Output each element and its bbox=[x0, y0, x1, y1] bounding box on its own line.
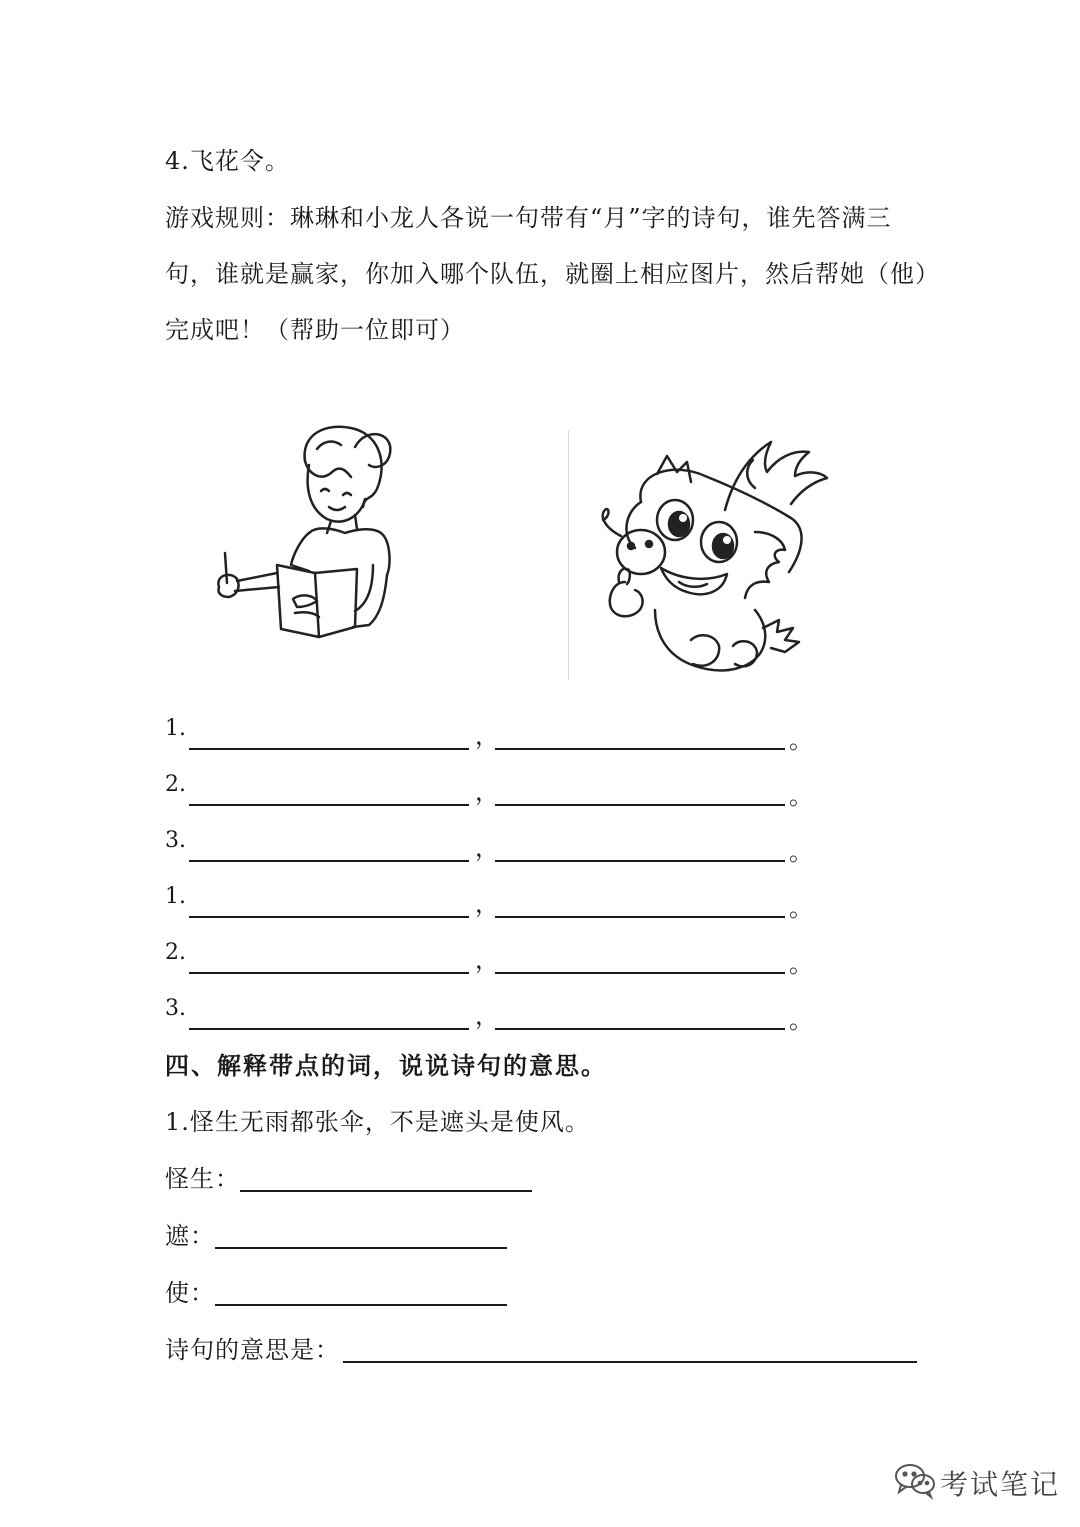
answer-blank-first[interactable] bbox=[189, 1028, 469, 1030]
answer-row bbox=[165, 938, 815, 978]
answer-blank-first[interactable] bbox=[189, 972, 469, 974]
zhe-answer-blank[interactable] bbox=[215, 1247, 507, 1249]
answer-row bbox=[165, 770, 815, 810]
period: 。 bbox=[789, 782, 813, 810]
meaning-answer-blank[interactable] bbox=[343, 1361, 917, 1363]
meaning-label: 诗句的意思是： bbox=[165, 1336, 340, 1364]
answer-row bbox=[165, 994, 815, 1034]
period: 。 bbox=[789, 726, 813, 754]
comma: ， bbox=[475, 890, 499, 918]
girl-reading-illustration[interactable] bbox=[205, 415, 395, 640]
comma: ， bbox=[475, 1002, 499, 1030]
row-number: 2. bbox=[165, 772, 186, 797]
shi-answer-blank[interactable] bbox=[215, 1304, 507, 1306]
word-label-guaisheng: 怪生： bbox=[165, 1165, 240, 1193]
answer-blank-second[interactable] bbox=[495, 804, 785, 806]
rules-line-1: 游戏规则：琳琳和小龙人各说一句带有“月”字的诗句，谁先答满三 bbox=[165, 204, 892, 232]
answer-blank-second[interactable] bbox=[495, 916, 785, 918]
answer-row bbox=[165, 826, 815, 866]
wechat-icon bbox=[893, 1462, 937, 1498]
answer-blank-first[interactable] bbox=[189, 916, 469, 918]
watermark-text: 考试笔记 bbox=[940, 1468, 1061, 1501]
rules-line-3: 完成吧！（帮助一位即可） bbox=[165, 316, 465, 344]
row-number: 1. bbox=[165, 716, 186, 741]
answer-blank-first[interactable] bbox=[189, 860, 469, 862]
row-number: 1. bbox=[165, 884, 186, 909]
row-number: 2. bbox=[165, 940, 186, 965]
period: 。 bbox=[789, 838, 813, 866]
answer-blank-second[interactable] bbox=[495, 972, 785, 974]
poem-line: 1.怪生无雨都张伞，不是遮头是使风。 bbox=[165, 1108, 590, 1136]
word-label-zhe: 遮： bbox=[165, 1222, 215, 1250]
comma: ， bbox=[475, 778, 499, 806]
answer-blank-first[interactable] bbox=[189, 748, 469, 750]
answer-row bbox=[165, 882, 815, 922]
period: 。 bbox=[789, 894, 813, 922]
answer-blank-second[interactable] bbox=[495, 1028, 785, 1030]
question-title: 4.飞花令。 bbox=[165, 147, 290, 175]
answer-blank-second[interactable] bbox=[495, 860, 785, 862]
word-label-shi: 使： bbox=[165, 1279, 215, 1307]
row-number: 3. bbox=[165, 996, 186, 1021]
row-number: 3. bbox=[165, 828, 186, 853]
picture-divider bbox=[568, 430, 569, 680]
comma: ， bbox=[475, 722, 499, 750]
guaisheng-answer-blank[interactable] bbox=[240, 1190, 532, 1192]
rules-line-2: 句，谁就是赢家，你加入哪个队伍，就圈上相应图片，然后帮她（他） bbox=[165, 260, 940, 288]
answer-row bbox=[165, 714, 815, 754]
comma: ， bbox=[475, 946, 499, 974]
comma: ， bbox=[475, 834, 499, 862]
period: 。 bbox=[789, 1006, 813, 1034]
period: 。 bbox=[789, 950, 813, 978]
answer-blank-first[interactable] bbox=[189, 804, 469, 806]
answer-blank-second[interactable] bbox=[495, 748, 785, 750]
little-dragon-illustration[interactable] bbox=[595, 432, 835, 687]
section-heading: 四、解释带点的词，说说诗句的意思。 bbox=[165, 1052, 607, 1080]
